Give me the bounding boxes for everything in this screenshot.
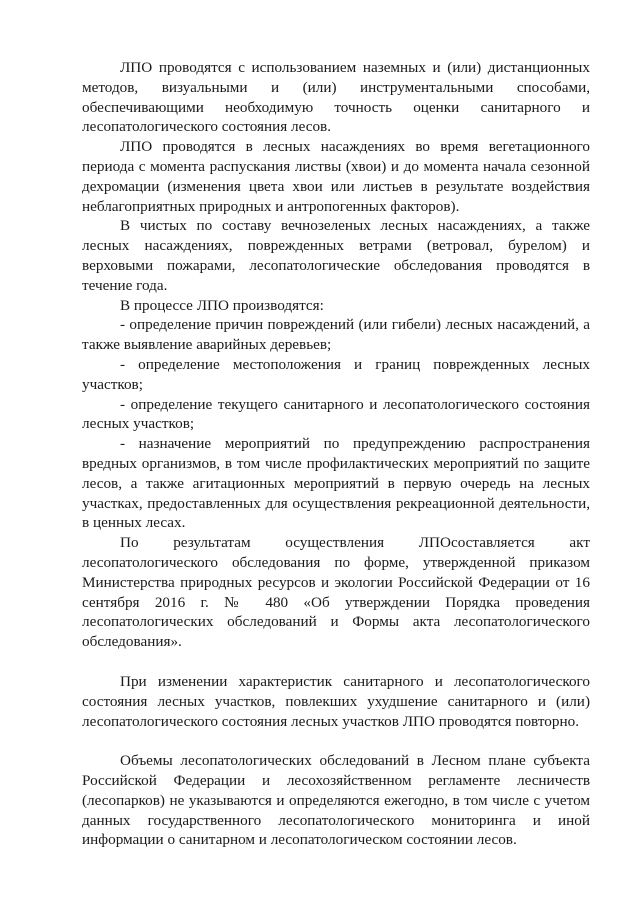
paragraph-survey-period: ЛПО проводятся в лесных насаждениях во время вегетационного периода с момента распускания листвы (хвои) и до момента начала сезонной дехромации (изменения цвета хвои или листьев в результате воздействия неблагоприятных природных и антропогенных факторов). xyxy=(82,138,590,215)
paragraph-process-intro: В процессе ЛПО производятся: xyxy=(120,296,324,314)
paragraph-evergreen-stands: В чистых по составу вечнозеленых лесных насаждениях, а также лесных насаждениях, поврежденных ветрами (ветровал, бурелом) и верховыми пожарами, лесопатологические обследования проводятся в течение года. xyxy=(82,217,590,294)
paragraph-survey-methods: ЛПО проводятся с использованием наземных и (или) дистанционных методов, визуальными и (или) инструментальными способами, обеспечивающими необходимую точность оценки санитарного и лесопатологического состояния лесов. xyxy=(82,59,590,136)
paragraph-survey-act: По результатам осуществления ЛПОсоставляется акт лесопатологического обследования по форме, утвержденной приказом Министерства природных ресурсов и экологии Российской Федерации от 16 сентября 2016 г. № 480 «Об утверждении Порядка проведения лесопатологических обследований и Формы акта лесопатологического обследования». xyxy=(82,534,590,651)
document-body xyxy=(82,58,590,850)
list-item-damage-causes: - определение причин повреждений (или гибели) лесных насаждений, а также выявление аварийных деревьев; xyxy=(82,316,590,354)
list-item-measures: - назначение мероприятий по предупреждению распространения вредных организмов, в том числе профилактических мероприятий по защите лесов, а также агитационных мероприятий в первую очередь на лесных участках, предоставленных для осуществления рекреационной деятельности, в ценных лесах. xyxy=(82,435,590,532)
list-item-current-state: - определение текущего санитарного и лесопатологического состояния лесных участков; xyxy=(82,395,590,433)
paragraph-repeat-survey: При изменении характеристик санитарного и лесопатологического состояния лесных участков, повлекших ухудшение санитарного и (или) лесопатологического состояния лесных участков ЛПО проводятся повторно. xyxy=(82,672,590,730)
list-item-location-boundaries: - определение местоположения и границ поврежденных лесных участков; xyxy=(82,355,590,393)
paragraph-survey-volumes: Объемы лесопатологических обследований в Лесном плане субъекта Российской Федерации и лесохозяйственном регламенте лесничеств (лесопарков) не указываются и определяются ежегодно, в том числе с учетом данных государственного лесопатологического мониторинга и иной информации о санитарном и лесопатологическом состоянии лесов. xyxy=(82,752,590,849)
